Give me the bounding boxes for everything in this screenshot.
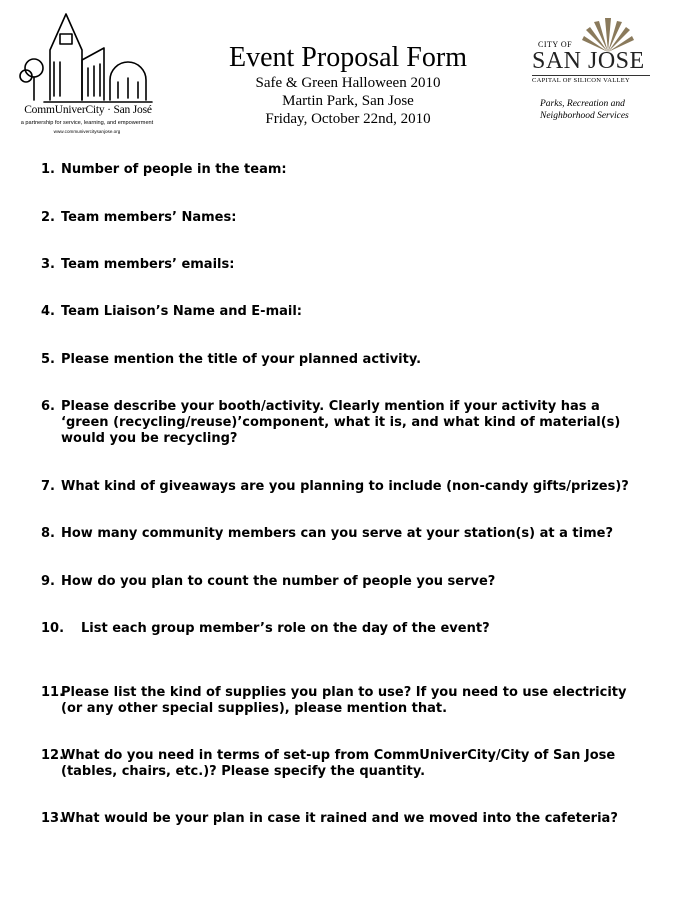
sunburst-icon bbox=[572, 18, 644, 52]
question-text: Please mention the title of your planned activity. bbox=[61, 352, 422, 367]
san-jose-wordmark: SAN JOSE bbox=[532, 48, 645, 74]
communivercity-logo bbox=[14, 10, 154, 138]
question-number: 11. bbox=[41, 685, 65, 700]
city-of-san-jose-logo bbox=[526, 18, 646, 128]
question-number: 10. bbox=[41, 621, 65, 636]
department-name: Parks, Recreation and Neighborhood Services bbox=[540, 99, 629, 121]
question-text: How many community members can you serve at your station(s) at a time? bbox=[61, 526, 613, 541]
question-number: 4. bbox=[41, 304, 55, 319]
event-name: Safe & Green Halloween 2010 bbox=[255, 75, 441, 91]
question-text: What do you need in terms of set-up from CommUniverCity/City of San Jose (tables, chairs, etc.)? Please specify the quantity. bbox=[61, 748, 616, 779]
communivercity-name: CommUniverCity · San José bbox=[24, 104, 152, 116]
question-text: Team Liaison’s Name and E-mail: bbox=[61, 304, 303, 319]
communivercity-building-icon bbox=[14, 10, 154, 106]
communivercity-tagline: a partnership for service, learning, and empowerment bbox=[20, 120, 154, 126]
communivercity-url: www.communivercitysanjose.org bbox=[53, 129, 121, 134]
question-number: 12. bbox=[41, 748, 65, 763]
question-text: Please describe your booth/activity. Clearly mention if your activity has a ‘green (recycling/reuse)’component, what it is, and what kind of material(s) would you be recycling? bbox=[61, 399, 621, 446]
question-text: How do you plan to count the number of people you serve? bbox=[61, 574, 496, 589]
question-number: 1. bbox=[41, 162, 55, 177]
question-text: Please list the kind of supplies you plan to use? If you need to use electricity (or any other special supplies), please mention that. bbox=[61, 685, 627, 716]
page-title: Event Proposal Form bbox=[229, 42, 467, 73]
city-of-label: CITY OF bbox=[538, 40, 573, 49]
question-number: 2. bbox=[41, 210, 55, 225]
question-number: 8. bbox=[41, 526, 55, 541]
question-number: 5. bbox=[41, 352, 55, 367]
question-text: What kind of giveaways are you planning to include (non-candy gifts/prizes)? bbox=[61, 479, 629, 494]
form-header bbox=[200, 42, 496, 128]
question-text: List each group member’s role on the day of the event? bbox=[81, 621, 490, 636]
question-text: Number of people in the team: bbox=[61, 162, 287, 177]
question-number: 13. bbox=[41, 811, 65, 826]
question-number: 3. bbox=[41, 257, 55, 272]
event-location: Martin Park, San Jose bbox=[282, 93, 414, 109]
question-text: Team members’ Names: bbox=[61, 210, 237, 225]
event-date: Friday, October 22nd, 2010 bbox=[265, 111, 431, 127]
question-number: 6. bbox=[41, 399, 55, 414]
question-text: Team members’ emails: bbox=[61, 257, 235, 272]
question-number: 7. bbox=[41, 479, 55, 494]
capital-tagline: CAPITAL OF SILICON VALLEY bbox=[532, 75, 650, 84]
question-text: What would be your plan in case it rained and we moved into the cafeteria? bbox=[61, 811, 618, 826]
question-number: 9. bbox=[41, 574, 55, 589]
